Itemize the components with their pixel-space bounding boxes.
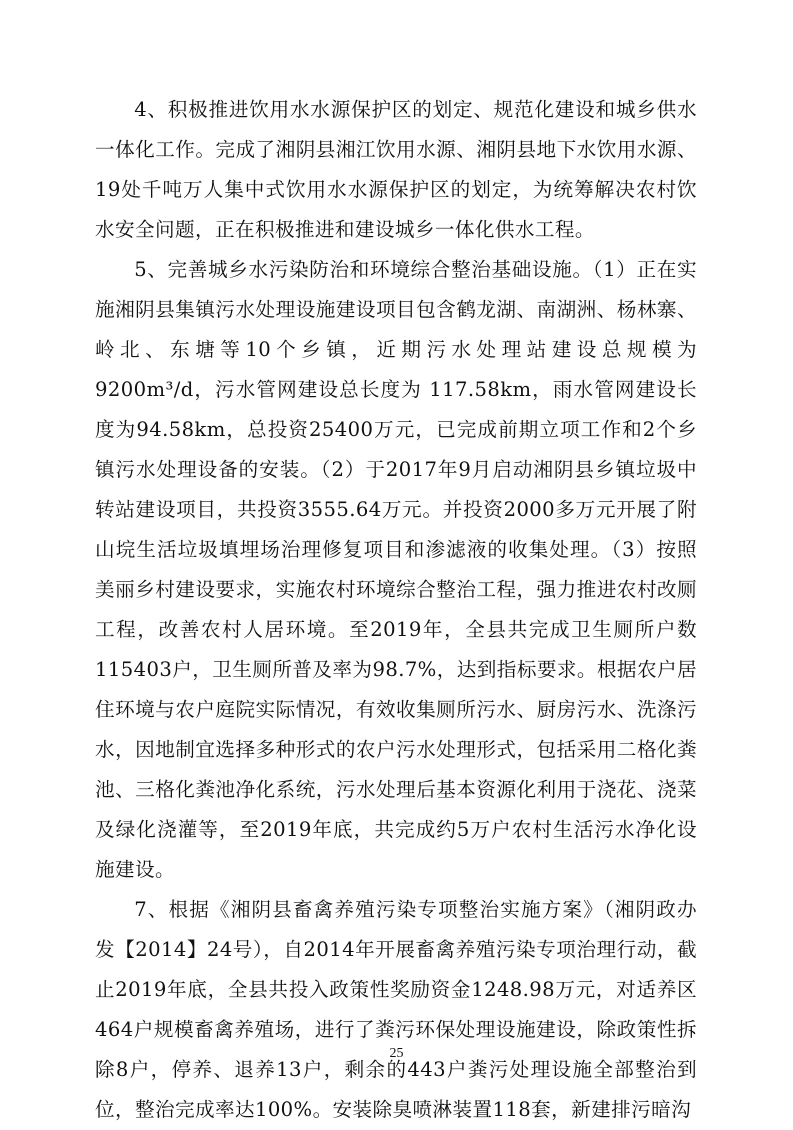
paragraph-sewage-treatment: 5、完善城乡水污染防治和环境综合整治基础设施。（1）正在实施湘阴县集镇污水处理设施建设项目包含鹤龙湖、南湖洲、杨林寨、岭北、东塘等10个乡镇，近期污水处理站建设总规模为9200m³/d，污水管网建设总长度为 117.58km，雨水管网建设长度为94.58km，总投资25400万元，已完成前期立项工作和2个乡镇污水处理设备的安装。（2）于2017年9月启动湘阴县乡镇垃圾中转站建设项目，共投资3555.64万元。并投资2000多万元开展了附山垸生活垃圾填埋场治理修复项目和渗滤液的收集处理。（3）按照美丽乡村建设要求，实施农村环境综合整治工程，强力推进农村改厕工程，改善农村人居环境。至2019年，全县共完成卫生厕所户数115403户，卫生厕所普及率为98.7%，达到指标要求。根据农户居住环境与农户庭院实际情况，有效收集厕所污水、厨房污水、洗涤污水，因地制宜选择多种形式的农户污水处理形式，包括采用二格化粪池、三格化粪池净化系统，污水处理后基本资源化利用于浇花、浇菜及绿化浇灌等，至2019年底，共完成约5万户农村生活污水净化设施建设。: [95, 258, 697, 881]
paragraph-water-source-protection: 4、积极推进饮用水水源保护区的划定、规范化建设和城乡供水一体化工作。完成了湘阴县湘江饮用水源、湘阴县地下水饮用水源、19处千吨万人集中式饮用水水源保护区的划定，为统筹解决农村饮水安全问题，正在积极推进和建设城乡一体化供水工程。: [95, 98, 697, 241]
page-number: 25: [389, 1046, 404, 1061]
paragraph-livestock-pollution: 7、根据《湘阴县畜禽养殖污染专项整治实施方案》（湘阴政办发【2014】24号），自2014年开展畜禽养殖污染专项治理行动，截止2019年底，全县共投入政策性奖励资金1248.98万元，对适养区464户规模畜禽养殖场，进行了粪污环保处理设施建设，除政策性拆除8户，停养、退养13户，剩余的443户粪污处理设施全部整治到位，整治完成率达100%。安装除臭喷淋装置118套，新建排污暗沟: [95, 898, 697, 1121]
document-body: [95, 90, 697, 1130]
